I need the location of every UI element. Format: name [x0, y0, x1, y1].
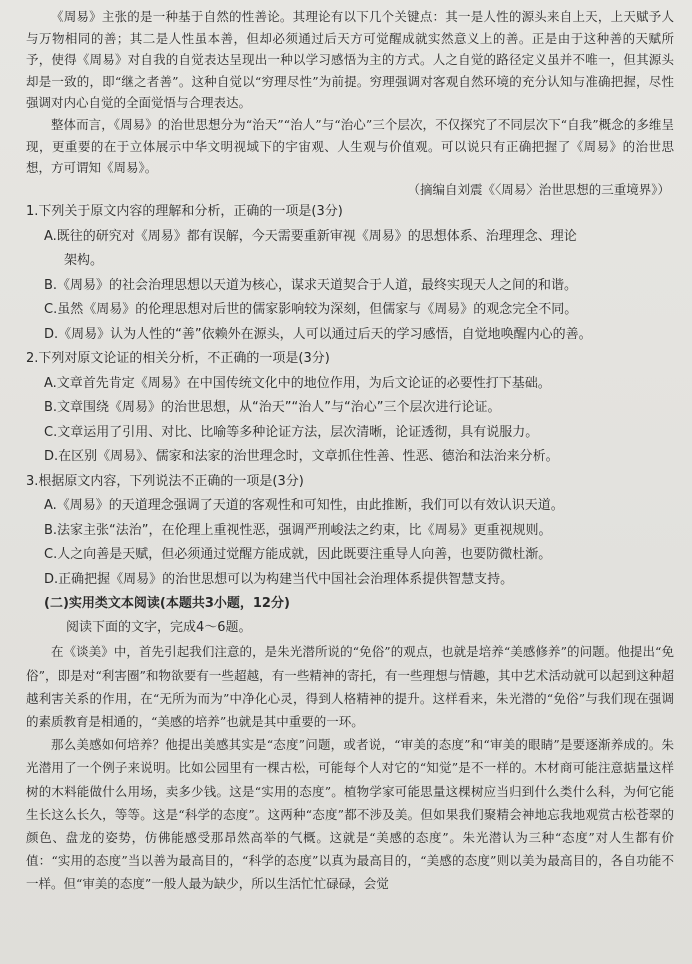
option-b: B.《周易》的社会治理思想以天道为核心，谋求天道契合于人道，最终实现天人之间的和谐。 — [44, 277, 578, 293]
option-c: C.文章运用了引用、对比、比喻等多种论证方法，层次清晰，论证透彻，具有说服力。 — [44, 424, 539, 440]
option-a-continuation: 架构。 — [64, 253, 104, 269]
section-title: (二)实用类文本阅读(本题共3小题，12分) — [44, 596, 290, 612]
question-stem: 2.下列对原文论证的相关分析，不正确的一项是(3分) — [26, 351, 330, 367]
option-c: C.虽然《周易》的伦理思想对后世的儒家影响较为深刻，但儒家与《周易》的观念完全不同。 — [44, 302, 578, 318]
option-a: A.既往的研究对《周易》都有误解，今天需要重新审视《周易》的思想体系、治理理念、理论 — [44, 228, 577, 244]
passage-1 — [26, 6, 674, 200]
option-d: D.《周易》认为人性的“善”依赖外在源头，人可以通过后天的学习感悟，自觉地唤醒内心的善。 — [44, 326, 592, 342]
option-b: B.文章围绕《周易》的治世思想，从“治天”“治人”与“治心”三个层次进行论证。 — [44, 400, 501, 416]
option-d: D.正确把握《周易》的治世思想可以为构建当代中国社会治理体系提供智慧支持。 — [44, 571, 514, 587]
passage-1-source: （摘编自刘震《〈周易〉治世思想的三重境界》） — [407, 181, 670, 197]
question-3 — [26, 470, 674, 593]
section-instruction: 阅读下面的文字，完成4～6题。 — [66, 620, 252, 636]
passage-2 — [26, 640, 674, 895]
question-2 — [26, 347, 674, 470]
option-a: A.《周易》的天道理念强调了天道的客观性和可知性，由此推断，我们可以有效认识天道。 — [44, 498, 564, 514]
passage-2-paragraph: 那么美感如何培养？他提出美感其实是“态度”问题，或者说，“审美的态度”和“审美的眼睛”是要逐渐养成的。朱光潜用了一个例子来说明。比如公园里有一棵古松，可能每个人对它的“知觉”是不一样的。木材商可能注意掂量这样树的木料能做什么用场，卖多少钱。这是“实用的态度”。植物学家可能思量这棵树应当归到什么类什么科，为何它能生长这么长久，等等。这是“科学的态度”。这两种“态度”都不涉及美。但如果我们聚精会神地忘我地观赏古松苍翠的颜色、盘龙的姿势，仿佛能感受那昂然高举的气概。这就是“美感的态度”。朱光潜认为三种“态度”对人生都有价值：“实用的态度”当以善为最高目的，“科学的态度”以真为最高目的，“美感的态度”则以美为最高目的，各自功能不一样。但“审美的态度”一般人最为缺少，所以生活忙忙碌碌，会觉 — [26, 737, 674, 892]
section-2 — [26, 592, 674, 895]
option-d: D.在区别《周易》、儒家和法家的治世理念时，文章抓住性善、性恶、德治和法治来分析。 — [44, 449, 559, 465]
passage-2-paragraph: 在《谈美》中，首先引起我们注意的，是朱光潜所说的“免俗”的观点，也就是培养“美感修养”的问题。他提出“免俗”，即是对“利害圈”和物欲要有一些超越，有一些精神的寄托，有一些理想与情趣，其中艺术活动就可以起到这种超越利害关系的作用，在“无所为而为”中净化心灵，得到人格精神的提升。这样看来，朱光潜的“免俗”与我们现在强调的素质教育是相通的，“美感的培养”也就是其中重要的一环。 — [26, 644, 674, 729]
question-stem: 3.根据原文内容，下列说法不正确的一项是(3分) — [26, 473, 304, 489]
question-1 — [26, 200, 674, 347]
passage-1-paragraph: 《周易》主张的是一种基于自然的性善论。其理论有以下几个关键点：其一是人性的源头来自上天，上天赋予人与万物相同的善；其二是人性虽本善，但却必须通过后天方可觉醒成就实然意义上的善。正是由于这种善的天赋所予，使得《周易》对自我的自觉表达呈现出一种以学习感悟为主的方式。人之自觉的路径定义虽并不唯一，但其源头却是一致的，即“继之者善”。这种自觉以“穷理尽性”为前提。穷理强调对客观自然环境的充分认知与准确把握，尽性强调对内心自觉的全面觉悟与合理表达。 — [26, 9, 674, 111]
question-stem: 1.下列关于原文内容的理解和分析，正确的一项是(3分) — [26, 204, 343, 220]
passage-1-paragraph: 整体而言，《周易》的治世思想分为“治天”“治人”与“治心”三个层次，不仅探究了不同层次下“自我”概念的多维呈现，更重要的在于立体展示中华文明视域下的宇宙观、人生观与价值观。可以说只有正确把握了《周易》的治世思想，方可谓知《周易》。 — [26, 116, 674, 176]
option-b: B.法家主张“法治”，在伦理上重视性恶，强调严刑峻法之约束，比《周易》更重视规则。 — [44, 522, 552, 538]
option-a: A.文章首先肯定《周易》在中国传统文化中的地位作用，为后文论证的必要性打下基础。 — [44, 375, 551, 391]
option-c: C.人之向善是天赋，但必须通过觉醒方能成就，因此既要注重导人向善，也要防微杜渐。 — [44, 547, 552, 563]
